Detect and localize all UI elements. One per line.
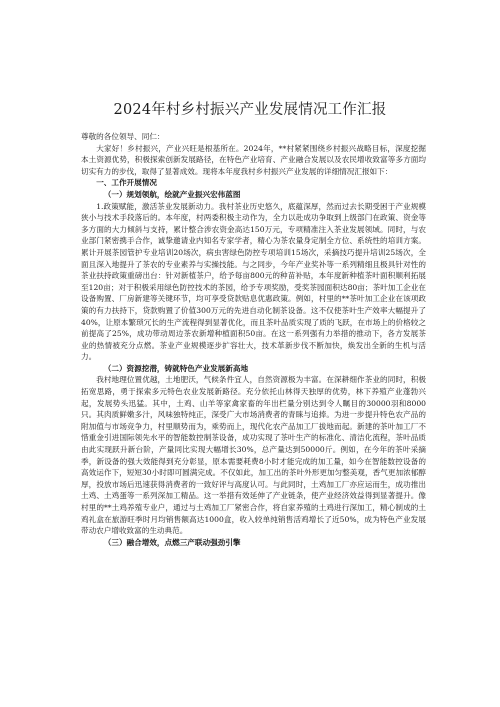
subsection-heading-planning xyxy=(81,189,426,201)
paragraph-tea-policy: 1.政策赋能，激活茶业发展新动力。我村茶业历史悠久，底蕴深厚，然而过去长期受困于产业规模狭小与技术手段落后的。本年度，村两委积极主动作为，全力以赴成功争取到上级部门在政策、资金等多方面的大力倾斜与支持，累计整合涉农资金高达150万元，专项精准注入茶业发展领域。同时，与农业部门紧密携手合作，诚挚邀请业内知名专家学者，精心为茶农量身定制全方位、系统性的培训方案。累计开展茶园管护专业培训20场次，病虫害绿色防控专项培训15场次，采摘技巧提升培训25场次，全面且深入地提升了茶农的专业素养与实操技能。与之同步，今年产业奖补等一系列精细且极具针对性的茶业扶持政策重磅出台：针对新植茶户，给予每亩800元的种苗补贴，本年度新种植茶叶面积顺利拓展至120亩；对于积极采用绿色防控技术的茶园，给予专项奖励，受奖茶园面积达80亩；茶叶加工企业在设备购置、厂房新建等关键环节，均可享受贷款贴息优惠政策。例如，村里的**茶叶加工企业在该项政策的有力扶持下，贷款购置了价值300万元的先进自动化制茶设备。这不仅使茶叶生产效率大幅提升了40%，让原本繁琐冗长的生产流程得到显著优化，而且茶叶品质实现了质的飞跃，在市场上的价格较之前提高了25%，成功带动周边茶农新增种植面积50亩。在这一系列强有力举措的推动下，各方发展茶业的热情被充分点燃。茶业产业规模逐步扩容壮大，技术革新步伐不断加快，焕发出全新的生机与活力。 xyxy=(81,201,426,362)
document-body xyxy=(81,131,426,548)
document-title: 2024年村乡村振兴产业发展情况工作汇报 xyxy=(113,102,387,118)
paragraph-special-industry: 我村地理位置优越，土地肥沃，气候条件宜人，自然资源极为丰富。在深耕细作茶业的同时，积极拓宽思路，勇于探索多元特色农业发展新路径。充分依托山林得天独厚的优势，林下养殖产业蓬勃兴起，发展势头迅猛。其中，土鸡、山羊等家禽家畜的年出栏量分别达到令人瞩目的30000羽和8000只。其肉质鲜嫩多汁，风味独特纯正，深受广大市场消费者的青睐与追捧。为进一步提升特色农产品的附加值与市场竞争力，村里顺势而为，乘势而上，现代化农产品加工厂拔地而起。新建的茶叶加工厂不惜重金引进国际领先水平的智能数控制茶设备，成功实现了茶叶生产的标准化、清洁化流程，茶叶品质由此实现跃升新台阶，产量同比实现大幅增长30%，总产量达到50000斤。例如，在今年的茶叶采摘季，新设备的强大效能得到充分彰显，原本需要耗费8小时才能完成的加工量，如今在智能数控设备的高效运作下，短短30小时即可圆满完成。不仅如此，加工出的茶叶外形更加匀整美观，香气更加浓郁醇厚，投放市场后迅速获得消费者的一致好评与高度认可。与此同时，土鸡加工厂亦应运而生，成功推出土鸡、土鸡蛋等一系列深加工精品。这一举措有效延伸了产业链条，使产业经济效益得到显著提升。像村里的**土鸡养殖专业户，通过与土鸡加工厂紧密合作，将自家养殖的土鸡进行深加工，精心制成的土鸡礼盒在旅游旺季时月均销售额高达1000盒，收入较单纯销售活鸡增长了近50%，成为特色产业发展带动农户增收致富的生动典范。 xyxy=(81,375,426,536)
subsection-heading-integration-text: （三）融合增效，点燃三产联动强劲引擎 xyxy=(103,537,241,547)
subsection-heading-resources xyxy=(81,363,426,375)
section-heading-work-progress: 一、工作开展情况 xyxy=(96,178,157,188)
intro-paragraph: 大家好！乡村振兴，产业兴旺是根基所在。2024年，**村紧紧围绕乡村振兴战略目标，深度挖掘本土资源优势，积极探索创新发展路径，在特色产业培育、产业融合发展以及农民增收致富等多方面均切实有力的步伐，取得了显著成效。现将本年度我村乡村振兴产业发展的详细情况汇报如下： xyxy=(81,143,426,176)
subsection-heading-planning-text: （一）规划领航，绘就产业振兴宏伟蓝图 xyxy=(103,189,241,199)
subsection-heading-resources-text: （二）资源挖潜，铸就特色产业发展新高地 xyxy=(103,363,249,373)
subsection-heading-integration xyxy=(81,537,426,549)
salutation: 尊敬的各位领导、同仁： xyxy=(81,132,165,141)
